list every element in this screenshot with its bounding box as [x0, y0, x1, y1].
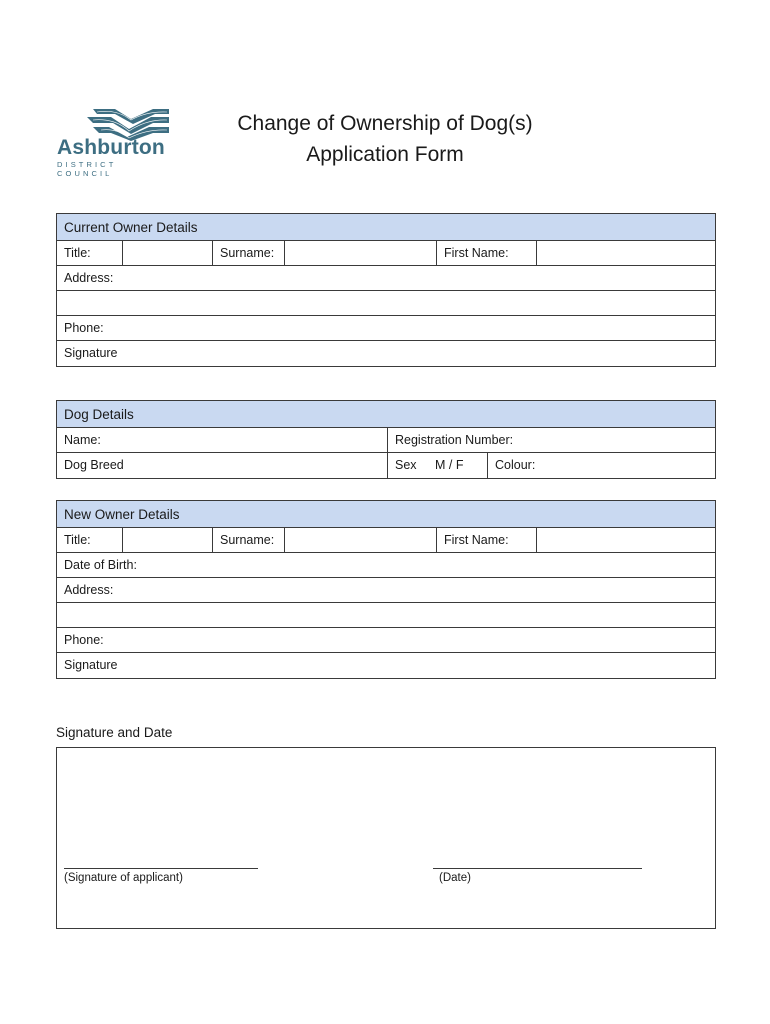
dog-breed-row: [57, 453, 715, 478]
signature-date-box: [56, 747, 716, 929]
current-owner-title-field[interactable]: [122, 241, 212, 265]
current-owner-phone-row[interactable]: [57, 316, 715, 341]
dog-section: [56, 400, 716, 479]
dog-heading: Dog Details: [57, 401, 715, 428]
new-owner-section: [56, 500, 716, 679]
current-owner-name-row: [57, 241, 715, 266]
new-owner-surname-field[interactable]: [284, 528, 436, 552]
title-line-2: Application Form: [306, 143, 464, 166]
signature-date-heading: Signature and Date: [56, 725, 173, 740]
surname-label: Surname:: [212, 528, 284, 552]
first-name-label: First Name:: [436, 528, 536, 552]
new-owner-heading: New Owner Details: [57, 501, 715, 528]
dog-name-label[interactable]: Name:: [64, 433, 101, 447]
new-owner-signature-row[interactable]: [57, 653, 715, 678]
current-owner-address-row-2[interactable]: [57, 291, 715, 316]
date-caption: (Date): [439, 872, 471, 884]
applicant-signature-line[interactable]: [64, 868, 258, 869]
title-line-1: Change of Ownership of Dog(s): [237, 112, 533, 135]
current-owner-heading: Current Owner Details: [57, 214, 715, 241]
new-owner-address-row-2[interactable]: [57, 603, 715, 628]
logo-wordmark: [57, 136, 175, 178]
address-label: Address:: [64, 271, 114, 285]
date-of-birth-label: Date of Birth:: [64, 558, 137, 572]
new-owner-title-field[interactable]: [122, 528, 212, 552]
title-label: Title:: [64, 246, 91, 260]
address-label: Address:: [64, 583, 114, 597]
first-name-label: First Name:: [436, 241, 536, 265]
sex-label: Sex: [387, 453, 429, 478]
applicant-signature-caption: (Signature of applicant): [64, 872, 183, 884]
new-owner-address-row[interactable]: [57, 578, 715, 603]
phone-label: Phone:: [64, 321, 104, 335]
new-owner-dob-row[interactable]: [57, 553, 715, 578]
surname-label: Surname:: [212, 241, 284, 265]
date-line[interactable]: [433, 868, 642, 869]
logo-subtitle: DISTRICT COUNCIL: [57, 160, 117, 178]
new-owner-phone-row[interactable]: [57, 628, 715, 653]
phone-label: Phone:: [64, 633, 104, 647]
current-owner-signature-row[interactable]: [57, 341, 715, 366]
new-owner-first-name-field[interactable]: [536, 528, 715, 552]
sex-options[interactable]: M / F: [435, 458, 464, 472]
page-title: [180, 108, 590, 170]
signature-label: Signature: [64, 658, 118, 672]
title-label: Title:: [64, 533, 91, 547]
current-owner-section: [56, 213, 716, 367]
colour-label[interactable]: Colour:: [487, 453, 715, 478]
current-owner-first-name-field[interactable]: [536, 241, 715, 265]
new-owner-name-row: [57, 528, 715, 553]
signature-label: Signature: [64, 346, 118, 360]
dog-breed-label[interactable]: Dog Breed: [64, 458, 124, 472]
current-owner-surname-field[interactable]: [284, 241, 436, 265]
logo-name: Ashburton: [57, 136, 165, 159]
registration-number-label[interactable]: Registration Number:: [387, 428, 715, 452]
current-owner-address-row[interactable]: [57, 266, 715, 291]
dog-name-row: [57, 428, 715, 453]
